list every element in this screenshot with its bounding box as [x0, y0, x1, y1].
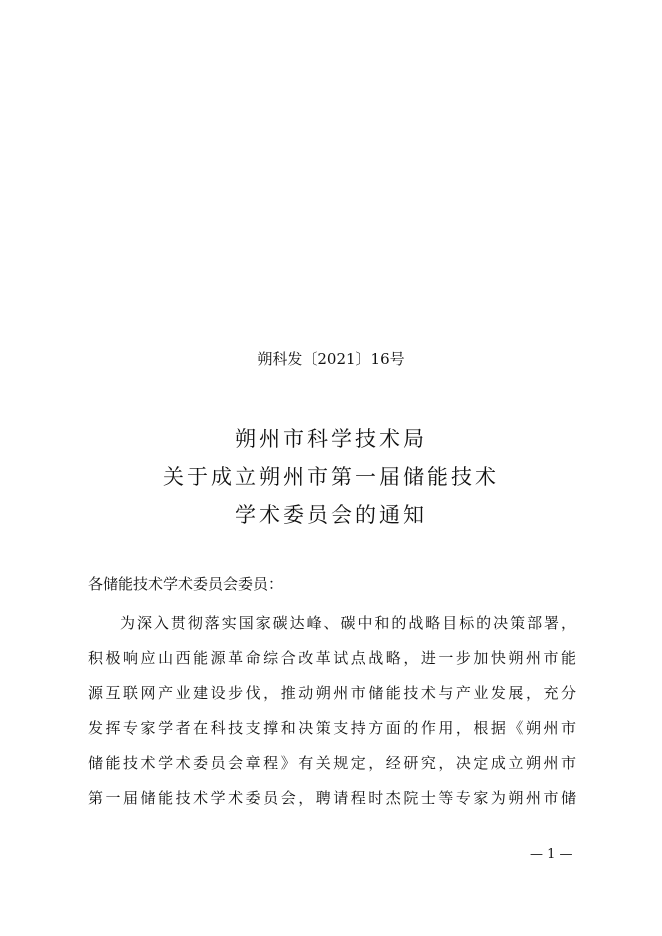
title-line-2: 关于成立朔州市第一届储能技术 [163, 465, 499, 489]
document-number: 朔科发〔2021〕16号 [257, 350, 405, 368]
body-line-2: 积极响应山西能源革命综合改革试点战略，进一步加快朔州市能 [88, 649, 576, 667]
page-number: — 1 — [530, 847, 573, 862]
document-title [0, 420, 662, 534]
title-line-3: 学术委员会的通知 [235, 503, 427, 527]
body-line-6: 第一届储能技术学术委员会，聘请程时杰院士等专家为朔州市储 [88, 789, 576, 807]
body-line-1: 为深入贯彻落实国家碳达峰、碳中和的战略目标的决策部署， [120, 614, 576, 632]
salutation: 各储能技术学术委员会委员： [88, 575, 284, 593]
body-paragraph [88, 606, 576, 816]
body-line-5: 储能技术学术委员会章程》有关规定，经研究，决定成立朔州市 [88, 754, 576, 772]
title-line-1: 朔州市科学技术局 [235, 427, 427, 451]
body-line-4: 发挥专家学者在科技支撑和决策支持方面的作用，根据《朔州市 [88, 719, 576, 737]
body-line-3: 源互联网产业建设步伐，推动朔州市储能技术与产业发展，充分 [88, 684, 576, 702]
